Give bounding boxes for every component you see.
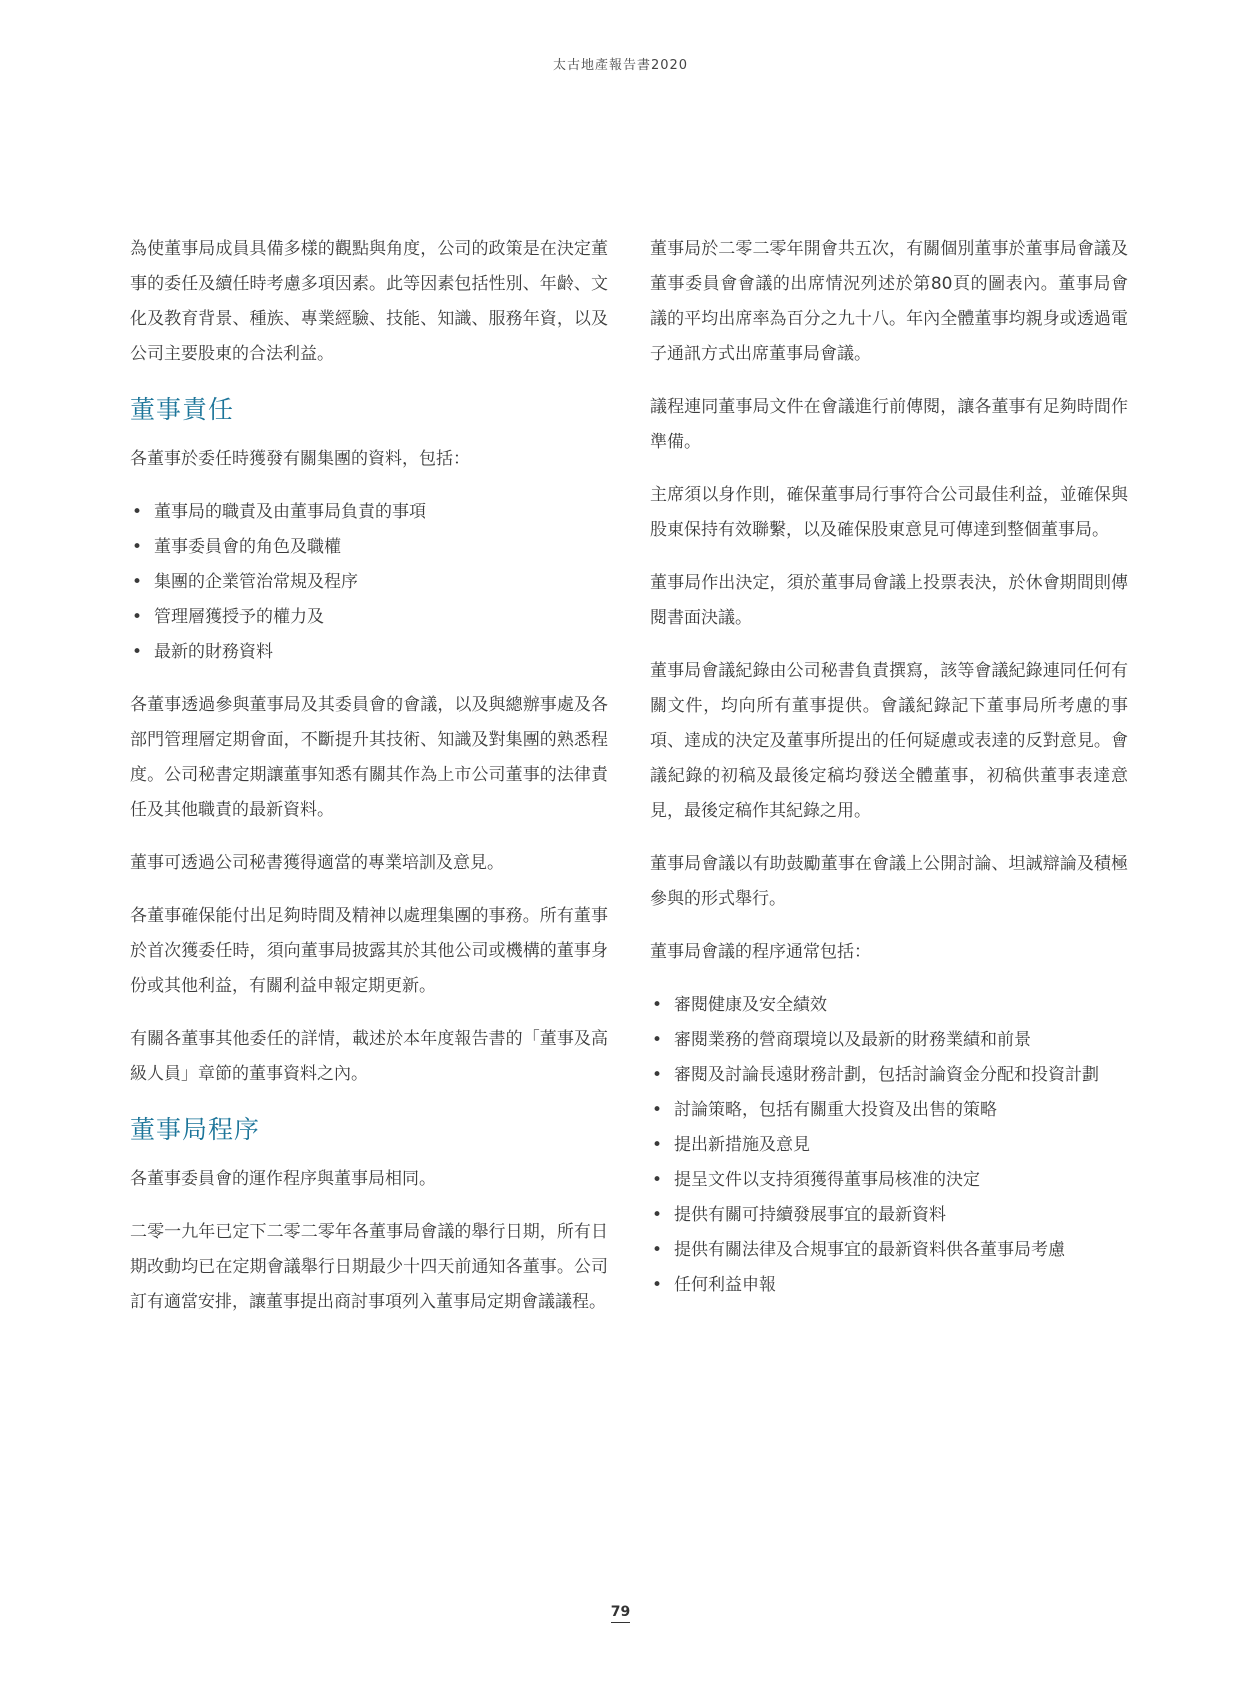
body-paragraph: 主席須以身作則，確保董事局行事符合公司最佳利益，並確保與股東保持有效聯繫，以及確保股東意見可傳達到整個董事局。 (650, 485, 1128, 540)
list-item: • 任何利益申報 (650, 1268, 1128, 1303)
director-info-list (130, 495, 608, 670)
list-item: • 提出新措施及意見 (650, 1128, 1128, 1163)
right-column (650, 232, 1128, 1321)
list-item: • 董事委員會的角色及職權 (130, 530, 608, 565)
body-paragraph: 各董事委員會的運作程序與董事局相同。 (130, 1169, 436, 1189)
page-number (0, 1604, 1241, 1620)
body-paragraph: 董事局會議以有助鼓勵董事在會議上公開討論、坦誠辯論及積極參與的形式舉行。 (650, 854, 1128, 909)
body-paragraph: 議程連同董事局文件在會議進行前傳閱，讓各董事有足夠時間作準備。 (650, 397, 1128, 452)
body-paragraph: 董事局會議紀錄由公司秘書負責撰寫，該等會議紀錄連同任何有關文件，均向所有董事提供。會議紀錄記下董事局所考慮的事項、達成的決定及董事所提出的任何疑慮或表達的反對意見。會議紀錄的初稿及最後定稿均發送全體董事，初稿供董事表達意見，最後定稿作其紀錄之用。 (650, 661, 1128, 821)
page-number-value: 79 (611, 1604, 630, 1623)
body-paragraph: 董事局作出決定，須於董事局會議上投票表決，於休會期間則傳閱書面決議。 (650, 573, 1128, 628)
body-paragraph: 董事局會議的程序通常包括： (650, 942, 871, 962)
list-item: • 董事局的職責及由董事局負責的事項 (130, 495, 608, 530)
section-heading-board-procedures: 董事局程序 (130, 1115, 261, 1144)
list-item: • 提供有關可持續發展事宜的最新資料 (650, 1198, 1128, 1233)
section-heading-director-responsibilities: 董事責任 (130, 395, 235, 424)
left-column (130, 232, 608, 1338)
section1-lead: 各董事於委任時獲發有關集團的資料，包括： (130, 449, 470, 469)
list-item: • 審閱及討論長遠財務計劃，包括討論資金分配和投資計劃 (650, 1058, 1128, 1093)
list-item: • 審閱健康及安全績效 (650, 988, 1128, 1023)
list-item: • 最新的財務資料 (130, 635, 608, 670)
list-item: • 提呈文件以支持須獲得董事局核准的決定 (650, 1163, 1128, 1198)
intro-paragraph: 為使董事局成員具備多樣的觀點與角度，公司的政策是在決定董事的委任及續任時考慮多項因素。此等因素包括性別、年齡、文化及教育背景、種族、專業經驗、技能、知識、服務年資，以及公司主要股東的合法利益。 (130, 239, 608, 364)
body-paragraph: 董事局於二零二零年開會共五次，有關個別董事於董事局會議及董事委員會會議的出席情況列述於第80頁的圖表內。董事局會議的平均出席率為百分之九十八。年內全體董事均親身或透過電子通訊方式出席董事局會議。 (650, 239, 1128, 364)
body-paragraph: 有關各董事其他委任的詳情，載述於本年度報告書的「董事及高級人員」章節的董事資料之內。 (130, 1029, 608, 1084)
list-item: • 管理層獲授予的權力及 (130, 600, 608, 635)
body-paragraph: 二零一九年已定下二零二零年各董事局會議的舉行日期，所有日期改動均已在定期會議舉行日期最少十四天前通知各董事。公司訂有適當安排，讓董事提出商討事項列入董事局定期會議議程。 (130, 1222, 608, 1312)
list-item: • 集團的企業管治常規及程序 (130, 565, 608, 600)
body-paragraph: 各董事透過參與董事局及其委員會的會議，以及與總辦事處及各部門管理層定期會面，不斷提升其技術、知識及對集團的熟悉程度。公司秘書定期讓董事知悉有關其作為上市公司董事的法律責任及其他職責的最新資料。 (130, 695, 608, 820)
list-item: • 審閱業務的營商環境以及最新的財務業績和前景 (650, 1023, 1128, 1058)
list-item: • 討論策略，包括有關重大投資及出售的策略 (650, 1093, 1128, 1128)
body-paragraph: 董事可透過公司秘書獲得適當的專業培訓及意見。 (130, 853, 504, 873)
body-paragraph: 各董事確保能付出足夠時間及精神以處理集團的事務。所有董事於首次獲委任時，須向董事局披露其於其他公司或機構的董事身份或其他利益，有關利益申報定期更新。 (130, 906, 608, 996)
board-meeting-procedure-list (650, 988, 1128, 1303)
page-header: 太古地產報告書2020 (552, 58, 689, 73)
list-item: • 提供有關法律及合規事宜的最新資料供各董事局考慮 (650, 1233, 1128, 1268)
